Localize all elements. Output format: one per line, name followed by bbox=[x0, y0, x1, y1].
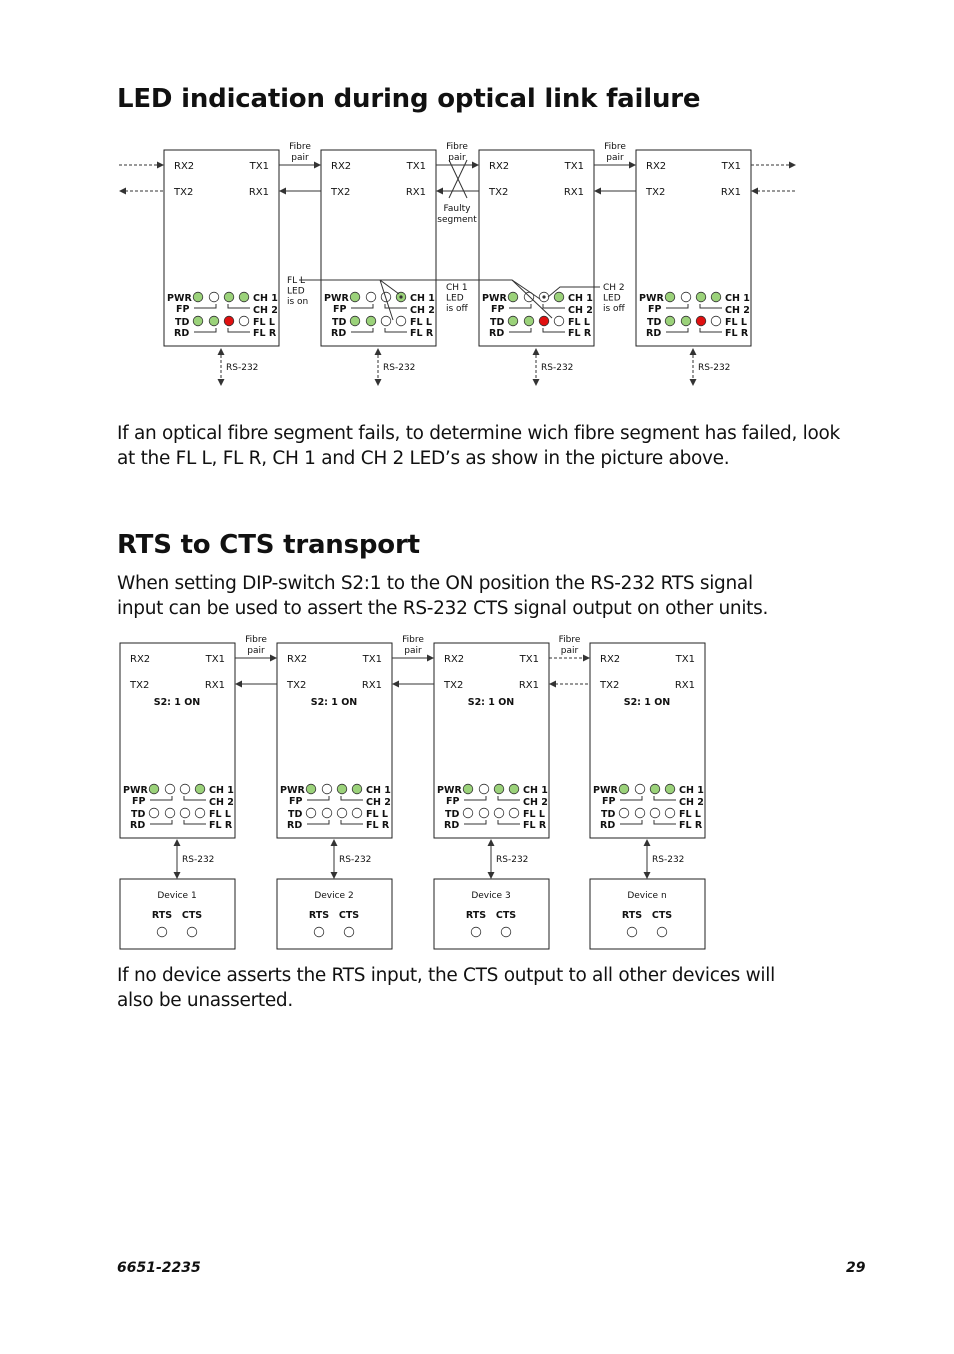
rts-label: RTS bbox=[465, 910, 487, 921]
rx2-port-label: RX2 bbox=[331, 161, 352, 172]
arrow-head bbox=[314, 162, 321, 169]
pwr-label: PWR bbox=[437, 785, 462, 796]
ch2-led bbox=[352, 784, 362, 794]
ch1-label: CH 1 bbox=[679, 785, 704, 796]
rx2-port-label: RX2 bbox=[600, 654, 621, 665]
fll-label: FL L bbox=[725, 317, 747, 328]
ch1-label: CH 1 bbox=[568, 293, 593, 304]
pointer-dot bbox=[399, 295, 402, 298]
fp-label: FP bbox=[602, 796, 616, 807]
td-led bbox=[149, 808, 159, 818]
led-failure-diagram bbox=[0, 0, 954, 395]
rd-label: RD bbox=[646, 328, 662, 339]
fll-label: FL L bbox=[410, 317, 432, 328]
tx2-port-label: TX2 bbox=[130, 680, 150, 691]
tx2-port-label: TX2 bbox=[287, 680, 307, 691]
fibre-pair-label: Fibre bbox=[558, 635, 581, 645]
ch1-led bbox=[494, 784, 504, 794]
fll-note: is on bbox=[287, 297, 309, 307]
arrow-head bbox=[472, 162, 479, 169]
ch2-label: CH 2 bbox=[410, 305, 435, 316]
rs232-label: RS-232 bbox=[383, 363, 416, 373]
rd-label: RD bbox=[130, 820, 146, 831]
fibre-pair-label: pair bbox=[247, 646, 265, 656]
rs232-arrow-up bbox=[533, 348, 540, 355]
td-led bbox=[193, 316, 203, 326]
td-led bbox=[463, 808, 473, 818]
ch2-led bbox=[509, 784, 519, 794]
td-label: TD bbox=[601, 809, 616, 820]
td-led bbox=[619, 808, 629, 818]
faulty-segment-label: segment bbox=[437, 215, 477, 225]
pwr-led bbox=[508, 292, 518, 302]
td-label: TD bbox=[131, 809, 146, 820]
rd-led bbox=[635, 808, 645, 818]
rts-led bbox=[157, 927, 167, 937]
pwr-led bbox=[665, 292, 675, 302]
rx2-port-label: RX2 bbox=[489, 161, 510, 172]
pwr-led bbox=[619, 784, 629, 794]
rs232-arrow-down bbox=[644, 872, 651, 879]
rts-label: RTS bbox=[151, 910, 173, 921]
arrow-head bbox=[751, 188, 758, 195]
td-led bbox=[665, 316, 675, 326]
fp-led bbox=[366, 292, 376, 302]
tx1-port-label: TX1 bbox=[205, 654, 225, 665]
cts-label: CTS bbox=[181, 910, 203, 921]
tx2-port-label: TX2 bbox=[331, 187, 351, 198]
fibre-pair-label: pair bbox=[448, 153, 466, 163]
td-led bbox=[350, 316, 360, 326]
rs232-arrow-down bbox=[174, 872, 181, 879]
ch2-led bbox=[195, 784, 205, 794]
rs232-arrow-down bbox=[533, 379, 540, 386]
rx1-port-label: RX1 bbox=[248, 187, 269, 198]
pwr-led bbox=[463, 784, 473, 794]
rs232-arrow-up bbox=[488, 839, 495, 846]
flr-led bbox=[554, 316, 564, 326]
device-label: Device 1 bbox=[157, 891, 197, 901]
cts-led bbox=[187, 927, 197, 937]
rs232-arrow-up bbox=[690, 348, 697, 355]
ch1-label: CH 1 bbox=[253, 293, 278, 304]
fp-label: FP bbox=[491, 304, 505, 315]
ch1-label: CH 1 bbox=[366, 785, 391, 796]
pwr-led bbox=[149, 784, 159, 794]
rx1-port-label: RX1 bbox=[361, 680, 382, 691]
rts-led bbox=[471, 927, 481, 937]
tx2-port-label: TX2 bbox=[174, 187, 194, 198]
rd-led bbox=[479, 808, 489, 818]
rs232-label: RS-232 bbox=[652, 855, 685, 865]
flr-led bbox=[665, 808, 675, 818]
fibre-pair-label: pair bbox=[560, 646, 579, 656]
ch1-led bbox=[180, 784, 190, 794]
pwr-label: PWR bbox=[123, 785, 148, 796]
fll-led bbox=[224, 316, 234, 326]
fibre-pair-label: Fibre bbox=[604, 142, 626, 152]
ch1-led bbox=[224, 292, 234, 302]
rts-label: RTS bbox=[308, 910, 330, 921]
fibre-pair-label: pair bbox=[291, 153, 309, 163]
tx1-port-label: TX1 bbox=[519, 654, 539, 665]
rts-intro-paragraph: When setting DIP-switch S2:1 to the ON position the RS-232 RTS signal input can be used to assert the RS-232 CTS signal output on other units. bbox=[117, 573, 769, 619]
fp-label: FP bbox=[333, 304, 347, 315]
ch1-label: CH 1 bbox=[410, 293, 435, 304]
td-label: TD bbox=[445, 809, 460, 820]
fp-led bbox=[681, 292, 691, 302]
cts-label: CTS bbox=[338, 910, 360, 921]
arrow-head bbox=[436, 188, 443, 195]
fp-led bbox=[165, 784, 175, 794]
pwr-label: PWR bbox=[482, 293, 507, 304]
tx2-port-label: TX2 bbox=[600, 680, 620, 691]
ch1-label: CH 1 bbox=[209, 785, 234, 796]
fll-led bbox=[381, 316, 391, 326]
fibre-pair-label: pair bbox=[606, 153, 624, 163]
rts-led bbox=[627, 927, 637, 937]
rx1-port-label: RX1 bbox=[563, 187, 584, 198]
arrow-head bbox=[235, 681, 242, 688]
rd-label: RD bbox=[489, 328, 505, 339]
flr-label: FL R bbox=[253, 328, 277, 339]
rs232-arrow-down bbox=[488, 872, 495, 879]
rs232-label: RS-232 bbox=[541, 363, 574, 373]
rts-note-paragraph: If no device asserts the RTS input, the CTS output to all other devices will also be unasserted. bbox=[117, 965, 775, 1011]
tx2-port-label: TX2 bbox=[444, 680, 464, 691]
arrow-head bbox=[157, 162, 164, 169]
tx2-port-label: TX2 bbox=[646, 187, 666, 198]
device-box-4 bbox=[590, 879, 705, 949]
flr-label: FL R bbox=[410, 328, 434, 339]
flr-led bbox=[195, 808, 205, 818]
section-title-rts: RTS to CTS transport bbox=[117, 530, 420, 560]
rs232-label: RS-232 bbox=[698, 363, 731, 373]
footer-doc-number: 6651-2235 bbox=[117, 1260, 201, 1276]
rts-led bbox=[314, 927, 324, 937]
fp-led bbox=[635, 784, 645, 794]
fp-label: FP bbox=[446, 796, 460, 807]
fll-label: FL L bbox=[253, 317, 275, 328]
device-label: Device n bbox=[627, 891, 667, 901]
fp-led bbox=[322, 784, 332, 794]
led-failure-paragraph: If an optical fibre segment fails, to determine wich fibre segment has failed, look at the FL L, FL R, CH 1 and CH 2 LED’s as show in the picture above. bbox=[117, 423, 840, 469]
flr-label: FL R bbox=[725, 328, 749, 339]
fp-led bbox=[209, 292, 219, 302]
fibre-pair-label: Fibre bbox=[446, 142, 468, 152]
flr-label: FL R bbox=[209, 820, 233, 831]
arrow-head bbox=[270, 655, 277, 662]
pwr-label: PWR bbox=[280, 785, 305, 796]
td-led bbox=[508, 316, 518, 326]
flr-led bbox=[352, 808, 362, 818]
fll-label: FL L bbox=[568, 317, 590, 328]
ch1-note: CH 1 bbox=[446, 283, 468, 293]
fll-note: FL L bbox=[287, 276, 306, 286]
td-label: TD bbox=[175, 317, 190, 328]
ch2-label: CH 2 bbox=[679, 797, 704, 808]
rs232-label: RS-232 bbox=[182, 855, 215, 865]
arrow-head bbox=[427, 655, 434, 662]
ch1-label: CH 1 bbox=[725, 293, 750, 304]
flr-led bbox=[396, 316, 406, 326]
fll-led bbox=[180, 808, 190, 818]
arrow-head bbox=[549, 681, 556, 688]
fp-label: FP bbox=[648, 304, 662, 315]
td-label: TD bbox=[288, 809, 303, 820]
rx1-port-label: RX1 bbox=[518, 680, 539, 691]
arrow-head bbox=[279, 188, 286, 195]
rx2-port-label: RX2 bbox=[646, 161, 667, 172]
tx1-port-label: TX1 bbox=[721, 161, 741, 172]
arrow-head bbox=[119, 188, 126, 195]
ch1-led bbox=[696, 292, 706, 302]
td-label: TD bbox=[332, 317, 347, 328]
cts-led bbox=[657, 927, 667, 937]
rd-led bbox=[524, 316, 534, 326]
td-label: TD bbox=[490, 317, 505, 328]
fll-label: FL L bbox=[366, 809, 388, 820]
ch1-led bbox=[650, 784, 660, 794]
rs232-arrow-up bbox=[218, 348, 225, 355]
rs232-arrow-up bbox=[644, 839, 651, 846]
tx1-port-label: TX1 bbox=[362, 654, 382, 665]
arrow-head bbox=[789, 162, 796, 169]
fibre-pair-label: pair bbox=[404, 646, 422, 656]
cts-led bbox=[344, 927, 354, 937]
fll-led bbox=[494, 808, 504, 818]
rts-cts-diagram bbox=[0, 630, 954, 950]
s2-on-label: S2: 1 ON bbox=[310, 697, 358, 708]
ch2-led bbox=[239, 292, 249, 302]
rx1-port-label: RX1 bbox=[204, 680, 225, 691]
s2-on-label: S2: 1 ON bbox=[467, 697, 515, 708]
rs232-arrow-down bbox=[375, 379, 382, 386]
fp-label: FP bbox=[176, 304, 190, 315]
rs232-label: RS-232 bbox=[339, 855, 372, 865]
flr-led bbox=[509, 808, 519, 818]
ch2-note: CH 2 bbox=[603, 283, 625, 293]
rx1-port-label: RX1 bbox=[674, 680, 695, 691]
device-box-2 bbox=[277, 879, 392, 949]
tx1-port-label: TX1 bbox=[675, 654, 695, 665]
flr-led bbox=[239, 316, 249, 326]
device-label: Device 2 bbox=[314, 891, 354, 901]
rts-label: RTS bbox=[621, 910, 643, 921]
rs232-arrow-up bbox=[174, 839, 181, 846]
ch2-led bbox=[711, 292, 721, 302]
rx2-port-label: RX2 bbox=[130, 654, 151, 665]
fp-led bbox=[479, 784, 489, 794]
ch2-led bbox=[665, 784, 675, 794]
device-label: Device 3 bbox=[471, 891, 511, 901]
cts-label: CTS bbox=[651, 910, 673, 921]
tx2-port-label: TX2 bbox=[489, 187, 509, 198]
arrow-head bbox=[629, 162, 636, 169]
rd-led bbox=[366, 316, 376, 326]
ch1-label: CH 1 bbox=[523, 785, 548, 796]
tx1-port-label: TX1 bbox=[564, 161, 584, 172]
ch2-note: is off bbox=[603, 304, 625, 314]
section-title-led: LED indication during optical link failure bbox=[117, 84, 701, 114]
rx1-port-label: RX1 bbox=[720, 187, 741, 198]
ch1-led bbox=[337, 784, 347, 794]
pwr-label: PWR bbox=[639, 293, 664, 304]
rd-led bbox=[322, 808, 332, 818]
fp-label: FP bbox=[132, 796, 146, 807]
footer-page-number: 29 bbox=[846, 1260, 866, 1276]
cts-led bbox=[501, 927, 511, 937]
fll-led bbox=[696, 316, 706, 326]
ch2-led bbox=[554, 292, 564, 302]
s2-on-label: S2: 1 ON bbox=[153, 697, 201, 708]
s2-on-label: S2: 1 ON bbox=[623, 697, 671, 708]
ch2-label: CH 2 bbox=[209, 797, 234, 808]
faulty-segment-label: Faulty bbox=[443, 204, 471, 214]
fll-led bbox=[337, 808, 347, 818]
rs232-arrow-up bbox=[375, 348, 382, 355]
td-led bbox=[306, 808, 316, 818]
rs232-arrow-down bbox=[331, 872, 338, 879]
rs232-arrow-up bbox=[331, 839, 338, 846]
flr-label: FL R bbox=[568, 328, 592, 339]
td-label: TD bbox=[647, 317, 662, 328]
ch1-note: is off bbox=[446, 304, 468, 314]
fll-note: LED bbox=[287, 286, 305, 297]
rd-label: RD bbox=[331, 328, 347, 339]
fibre-pair-label: Fibre bbox=[245, 635, 267, 645]
rx2-port-label: RX2 bbox=[174, 161, 195, 172]
ch2-label: CH 2 bbox=[253, 305, 278, 316]
fp-label: FP bbox=[289, 796, 303, 807]
fll-label: FL L bbox=[679, 809, 701, 820]
rs232-arrow-down bbox=[218, 379, 225, 386]
flr-label: FL R bbox=[366, 820, 390, 831]
cts-label: CTS bbox=[495, 910, 517, 921]
rs232-arrow-down bbox=[690, 379, 697, 386]
flr-label: FL R bbox=[523, 820, 547, 831]
rd-label: RD bbox=[174, 328, 190, 339]
pwr-led bbox=[193, 292, 203, 302]
arrow-head bbox=[583, 655, 590, 662]
rd-label: RD bbox=[600, 820, 616, 831]
ch2-label: CH 2 bbox=[523, 797, 548, 808]
rx2-port-label: RX2 bbox=[444, 654, 465, 665]
rs232-label: RS-232 bbox=[226, 363, 259, 373]
pwr-label: PWR bbox=[167, 293, 192, 304]
rx1-port-label: RX1 bbox=[405, 187, 426, 198]
pwr-led bbox=[306, 784, 316, 794]
ch1-note: LED bbox=[446, 293, 464, 304]
ch2-label: CH 2 bbox=[725, 305, 750, 316]
fll-label: FL L bbox=[523, 809, 545, 820]
arrow-head bbox=[594, 188, 601, 195]
ch2-note: LED bbox=[603, 293, 621, 304]
fll-led bbox=[539, 316, 549, 326]
fll-label: FL L bbox=[209, 809, 231, 820]
fibre-pair-label: Fibre bbox=[402, 635, 424, 645]
pwr-label: PWR bbox=[324, 293, 349, 304]
fll-led bbox=[650, 808, 660, 818]
pointer-dot bbox=[542, 295, 545, 298]
rd-led bbox=[209, 316, 219, 326]
rs232-label: RS-232 bbox=[496, 855, 529, 865]
ch2-label: CH 2 bbox=[568, 305, 593, 316]
rd-label: RD bbox=[444, 820, 460, 831]
pwr-led bbox=[350, 292, 360, 302]
arrow-head bbox=[392, 681, 399, 688]
device-box-3 bbox=[434, 879, 549, 949]
tx1-port-label: TX1 bbox=[406, 161, 426, 172]
rd-label: RD bbox=[287, 820, 303, 831]
flr-led bbox=[711, 316, 721, 326]
tx1-port-label: TX1 bbox=[249, 161, 269, 172]
rd-led bbox=[681, 316, 691, 326]
rx2-port-label: RX2 bbox=[287, 654, 308, 665]
device-box-1 bbox=[120, 879, 235, 949]
pwr-label: PWR bbox=[593, 785, 618, 796]
rd-led bbox=[165, 808, 175, 818]
flr-label: FL R bbox=[679, 820, 703, 831]
fibre-pair-label: Fibre bbox=[289, 142, 311, 152]
ch2-label: CH 2 bbox=[366, 797, 391, 808]
